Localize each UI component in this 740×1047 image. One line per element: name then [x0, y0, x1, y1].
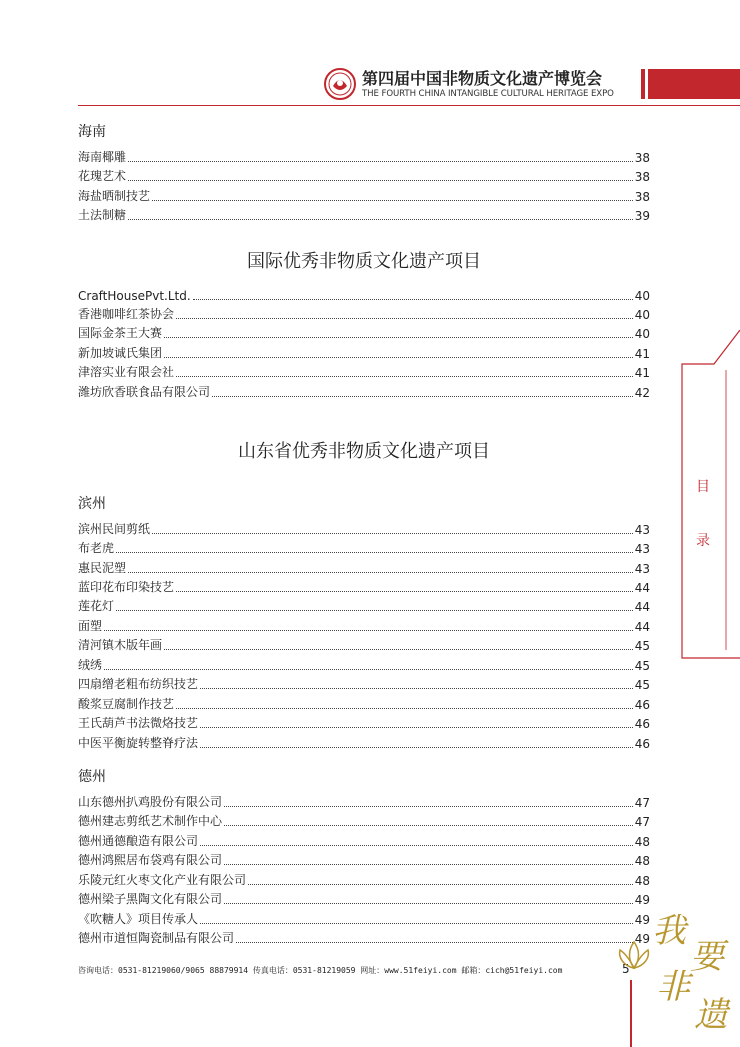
toc-entry[interactable]: 绒绣 45 [78, 658, 650, 673]
region-heading-dezhou: 德州 [78, 769, 106, 785]
toc-entry[interactable]: 潍坊欣香联食品有限公司 42 [78, 385, 650, 400]
toc-entry[interactable]: 香港咖啡红茶协会 40 [78, 307, 650, 322]
toc-entry[interactable]: 四扇缯老粗布纺织技艺 45 [78, 677, 650, 692]
badge-char-yao: 要 [690, 937, 724, 977]
toc-entry[interactable]: 新加坡诚氏集团 41 [78, 346, 650, 361]
toc-entry[interactable]: 布老虎 43 [78, 541, 650, 556]
toc-entry[interactable]: 王氏葫芦书法微烙技艺 46 [78, 716, 650, 731]
toc-entry[interactable]: 德州建志剪纸艺术制作中心 47 [78, 814, 650, 829]
toc-entry[interactable]: 津溶实业有限会社 41 [78, 365, 650, 380]
badge-char-fei: 非 [656, 967, 690, 1007]
toc-entry[interactable]: 德州市道恒陶瓷制品有限公司 49 [78, 931, 650, 946]
expo-logo-icon [324, 68, 356, 100]
badge-char-yi: 遗 [694, 995, 728, 1035]
side-tab-char-lu: 录 [696, 533, 710, 549]
header-rule [78, 105, 740, 106]
toc-entry[interactable]: 滨州民间剪纸 43 [78, 522, 650, 537]
toc-entry[interactable]: 海盐晒制技艺 38 [78, 189, 650, 204]
expo-header [324, 66, 740, 106]
toc-entry[interactable]: 中医平衡旋转整脊疗法 46 [78, 736, 650, 751]
lotus-icon [614, 936, 654, 976]
toc-entry[interactable]: 乐陵元红火枣文化产业有限公司 48 [78, 873, 650, 888]
expo-title: 第四届中国非物质文化遗产博览会 [362, 69, 603, 88]
side-tab-char-mu: 目 [696, 479, 710, 495]
toc-entry[interactable]: 德州梁子黑陶文化有限公司 49 [78, 892, 650, 907]
section-title-international: 国际优秀非物质文化遗产项目 [247, 251, 481, 272]
toc-entry[interactable]: 面塑 44 [78, 619, 650, 634]
expo-subtitle: THE FOURTH CHINA INTANGIBLE CULTURAL HERITAGE EXPO [362, 89, 614, 99]
badge-char-wo: 我 [652, 911, 686, 951]
section-title-shandong: 山东省优秀非物质文化遗产项目 [238, 441, 490, 462]
toc-entry[interactable]: 土法制糖 39 [78, 208, 650, 223]
region-heading-binzhou: 滨州 [78, 496, 106, 512]
toc-entry[interactable]: 山东德州扒鸡股份有限公司 47 [78, 795, 650, 810]
header-accent-block [648, 69, 740, 99]
toc-entry[interactable]: 蓝印花布印染技艺 44 [78, 580, 650, 595]
toc-entry[interactable]: 德州通德酿造有限公司 48 [78, 834, 650, 849]
badge-red-line [630, 980, 632, 1047]
footer-contact: 咨询电话：0531-81219060/9065 88879914 传真电话：0531-81219059 网址：www.51feiyi.com 邮箱：cich@51feiyi.com [78, 966, 563, 975]
header-accent-bar [641, 69, 645, 99]
toc-entry[interactable]: 《吹糖人》项目传承人 49 [78, 912, 650, 927]
toc-entry[interactable]: 莲花灯 44 [78, 599, 650, 614]
toc-entry[interactable]: 惠民泥塑 43 [78, 561, 650, 576]
region-heading-hainan: 海南 [78, 124, 106, 140]
toc-entry[interactable]: 花瑰艺术 38 [78, 169, 650, 184]
toc-entry[interactable]: 酸浆豆腐制作技艺 46 [78, 697, 650, 712]
toc-entry[interactable]: 国际金茶王大赛 40 [78, 326, 650, 341]
page-number: 5 [622, 962, 630, 976]
toc-entry[interactable]: CraftHousePvt.Ltd. 40 [78, 289, 650, 303]
toc-entry[interactable]: 清河镇木版年画 45 [78, 638, 650, 653]
contents-side-tab[interactable] [680, 330, 740, 660]
toc-entry[interactable]: 海南椰雕 38 [78, 150, 650, 165]
side-tab-outline-icon [680, 330, 740, 660]
toc-entry[interactable]: 德州鸿熙居布袋鸡有限公司 48 [78, 853, 650, 868]
